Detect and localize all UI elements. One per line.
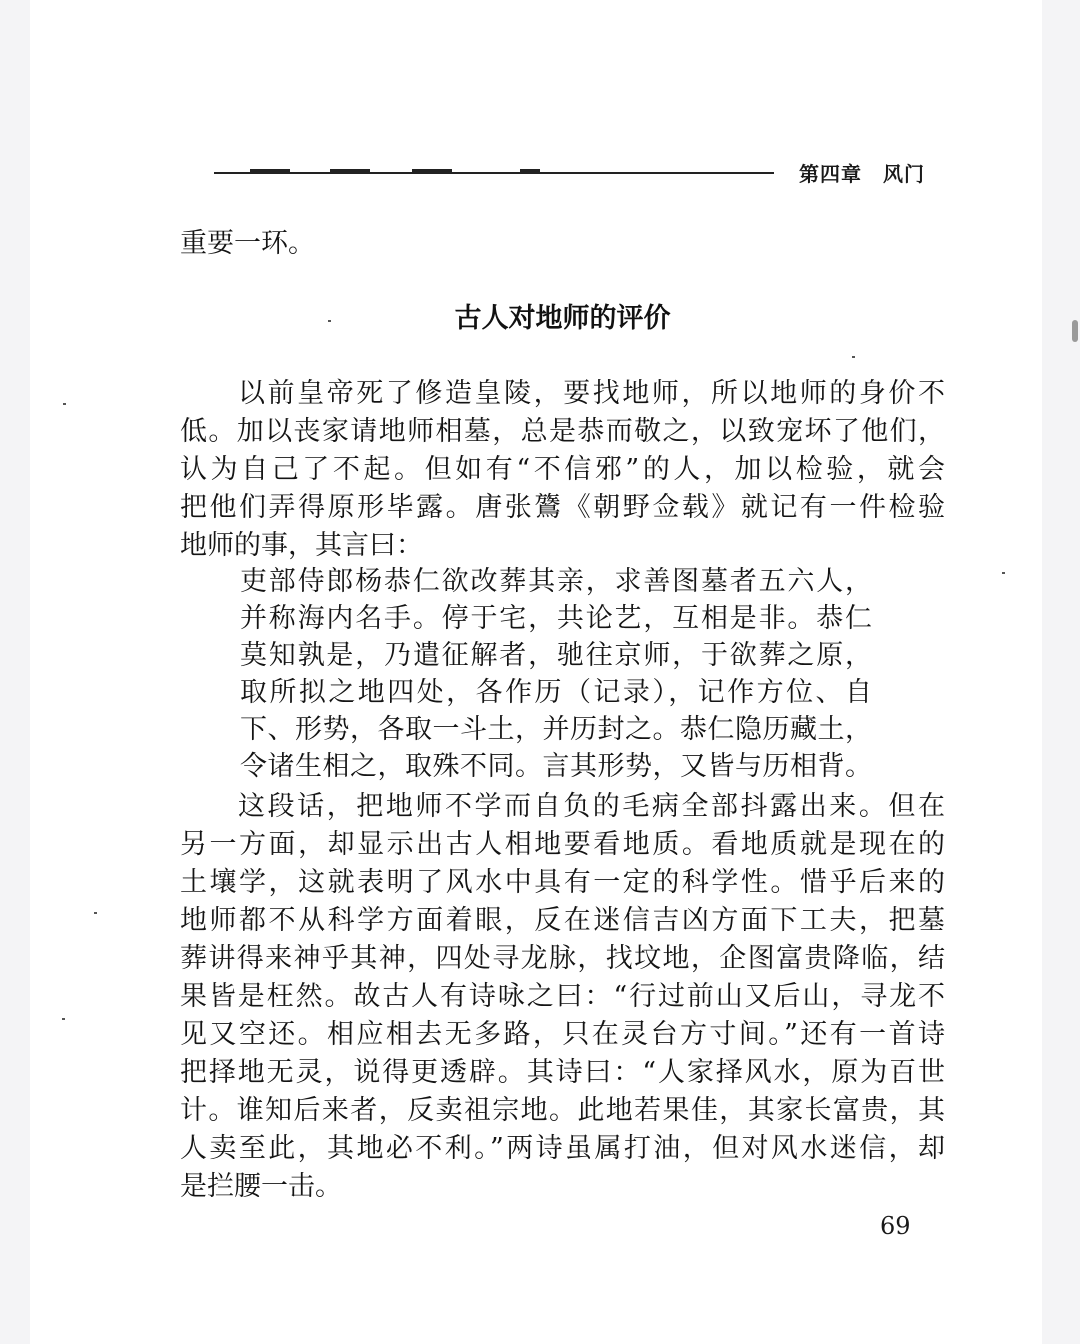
running-head-text: 第四章 风门 (799, 162, 925, 186)
running-head (180, 156, 925, 186)
text-line: 把择地无灵，说得更透辟。其诗曰：“人家择风水，原为百世 (180, 1057, 945, 1088)
text-line: 地师的事，其言曰： (180, 530, 423, 561)
header-rule-mark (250, 169, 290, 173)
text-line: 果皆是枉然。故古人有诗咏之曰：“行过前山又后山，寻龙不 (180, 981, 945, 1012)
text-line: 把他们弄得原形毕露。唐张鷟《朝野佥载》就记有一件检验 (180, 492, 945, 523)
page-number: 69 (880, 1212, 911, 1240)
header-rule-mark (330, 169, 370, 173)
text-line: 认为自己了不起。但如有“不信邪”的人，加以检验，就会 (180, 454, 945, 485)
text-line: 是拦腰一击。 (180, 1171, 342, 1202)
scan-speck (328, 320, 331, 322)
quote-line: 令诸生相之，取殊不同。言其形势，又皆与历相背。 (240, 751, 872, 782)
text-line: 人卖至此，其地必不利。”两诗虽属打油，但对风水迷信，却 (180, 1133, 945, 1164)
header-rule-mark (520, 169, 540, 173)
scan-speck (852, 356, 855, 358)
text-line: 葬讲得来神乎其神，四处寻龙脉，找坟地，企图富贵降临，结 (180, 943, 945, 974)
text-line: 另一方面，却显示出古人相地要看地质。看地质就是现在的 (180, 829, 945, 860)
scan-speck (1002, 572, 1005, 574)
quote-line: 莫知孰是，乃遣征解者，驰往京师，于欲葬之原， (240, 640, 872, 671)
continuation-line: 重要一环。 (180, 228, 315, 259)
quote-line: 取所拟之地四处，各作历（记录），记作方位、自 (240, 677, 872, 708)
scrollbar-thumb[interactable] (1072, 320, 1078, 342)
scan-speck (62, 1018, 65, 1020)
text-line: 土壤学，这就表明了风水中具有一定的科学性。惜乎后来的 (180, 867, 945, 898)
text-line: 这段话，把地师不学而自负的毛病全部抖露出来。但在 (238, 791, 945, 822)
text-line: 低。加以丧家请地师相墓，总是恭而敬之，以致宠坏了他们， (180, 416, 945, 447)
quote-line: 下、形势，各取一斗土，并历封之。恭仁隐历藏土， (240, 714, 872, 745)
header-rule (214, 172, 774, 174)
text-line: 计。谁知后来者，反卖祖宗地。此地若果佳，其家长富贵，其 (180, 1095, 945, 1126)
scan-speck (63, 403, 66, 405)
quote-line: 吏部侍郎杨恭仁欲改葬其亲，求善图墓者五六人， (240, 566, 872, 597)
scan-speck (94, 912, 97, 914)
text-line: 以前皇帝死了修造皇陵，要找地师，所以地师的身价不 (238, 378, 945, 409)
section-title: 古人对地师的评价 (454, 303, 671, 334)
quote-line: 并称海内名手。停于宅，共论艺，互相是非。恭仁 (240, 603, 872, 634)
text-line: 见又空还。相应相去无多路，只在灵台方寸间。”还有一首诗 (180, 1019, 945, 1050)
text-line: 地师都不从科学方面着眼，反在迷信吉凶方面下工夫，把墓 (180, 905, 945, 936)
header-rule-mark (412, 169, 452, 173)
